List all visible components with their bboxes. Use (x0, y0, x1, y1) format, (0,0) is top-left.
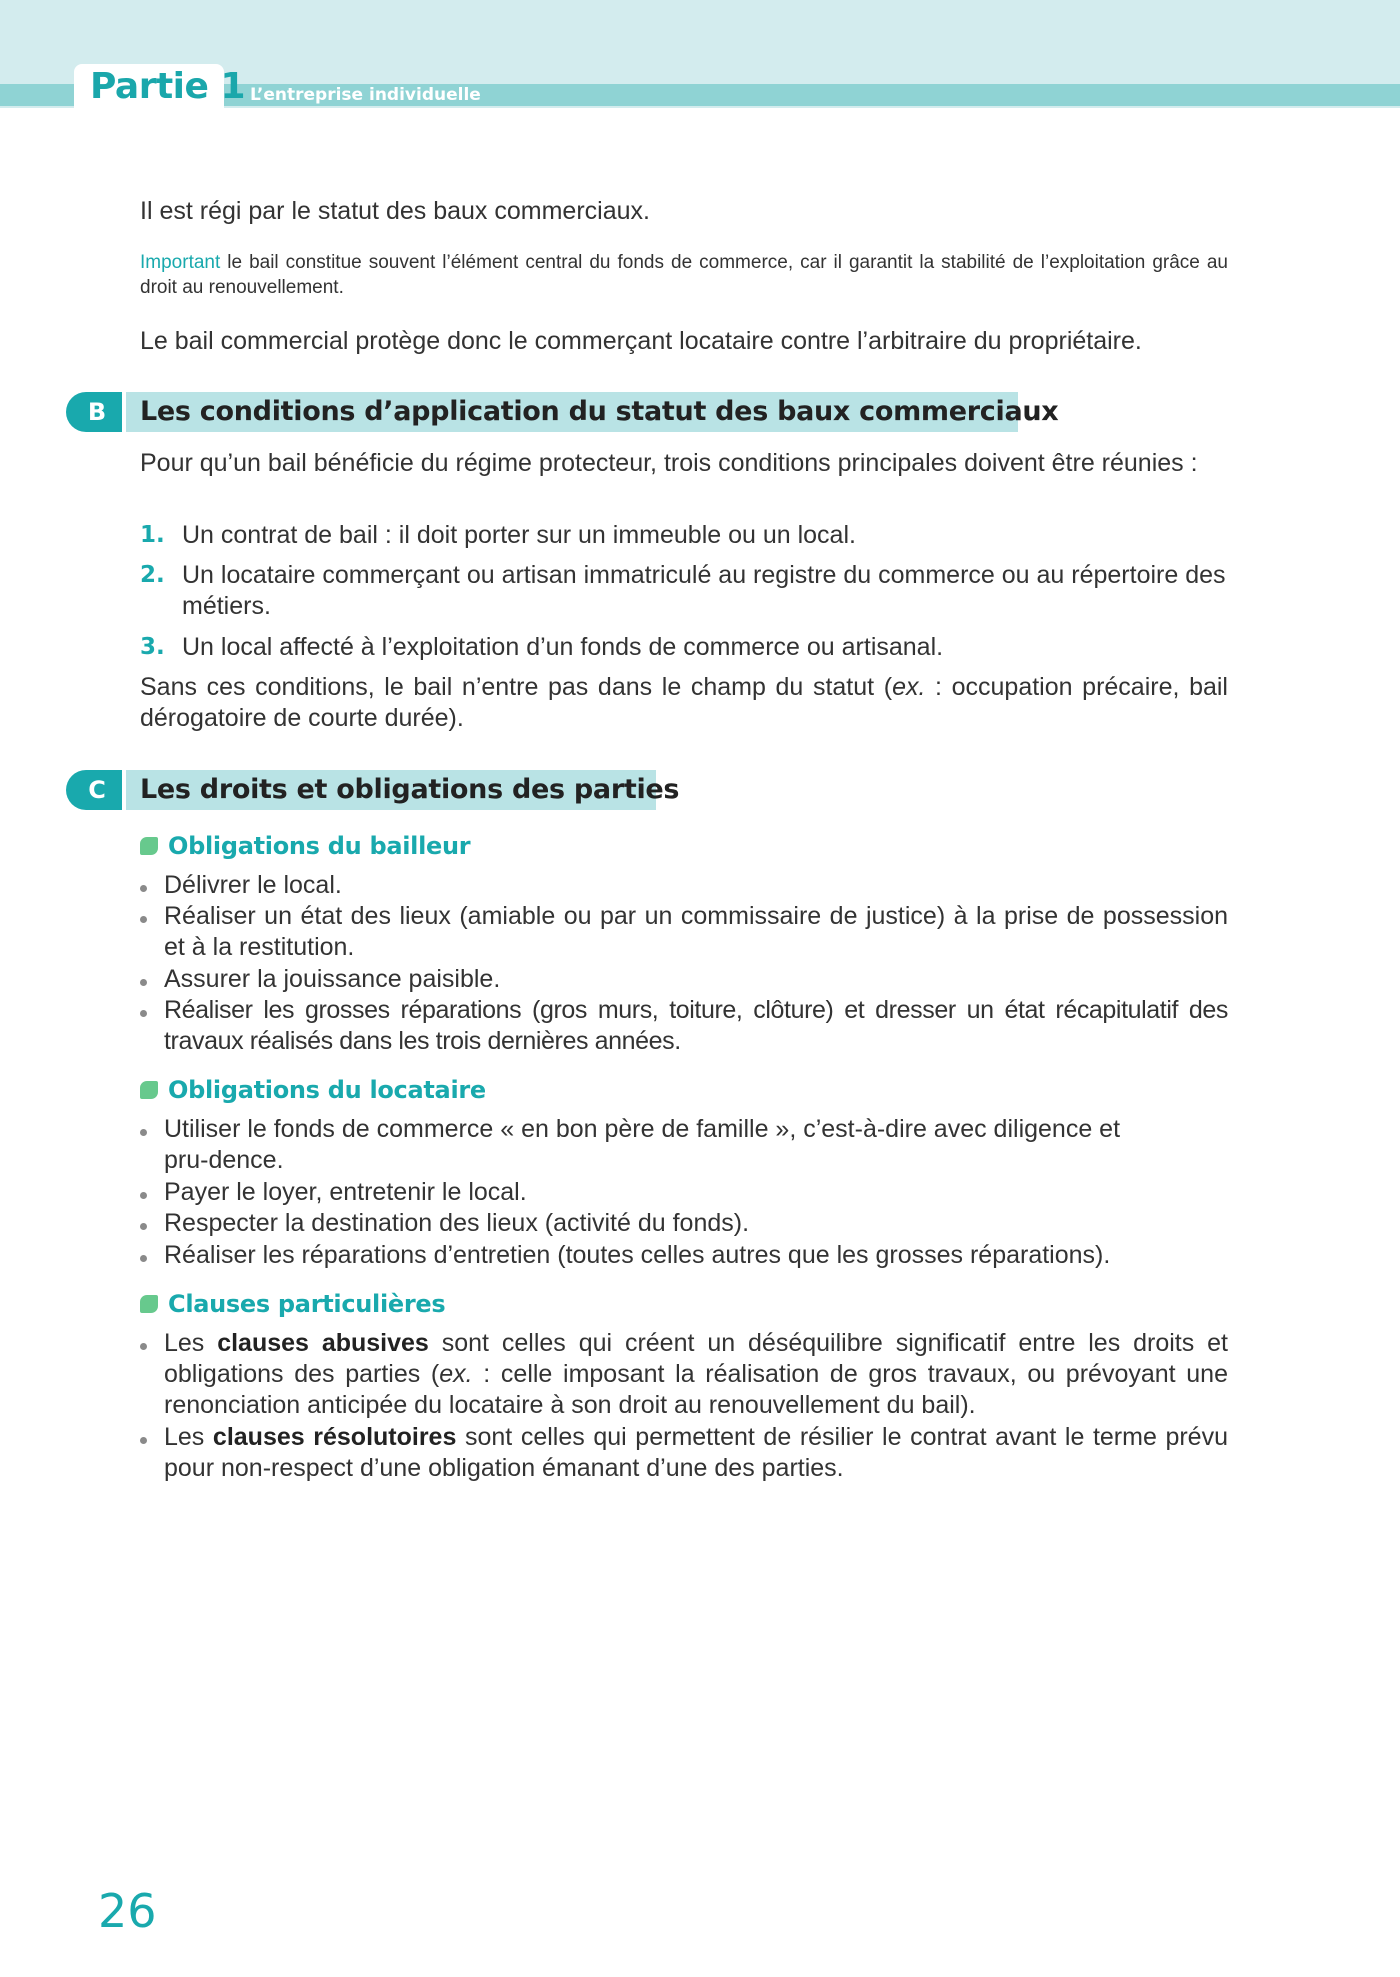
section-b-outro (140, 672, 1228, 734)
outro-example-abbr: ex. (892, 673, 926, 701)
heading-marker-icon (140, 837, 158, 855)
heading-marker-icon (140, 1081, 158, 1099)
bullet-icon (140, 979, 147, 986)
list-item (140, 964, 1228, 995)
section-c-title: Les droits et obligations des parties (140, 774, 680, 805)
important-text: le bail constitue souvent l’élément central du fonds de commerce, car il garantit la stabilité de l’exploitation grâce au droit au renouvellement. (140, 252, 1228, 298)
clause-text: Les (164, 1423, 213, 1451)
heading-marker-icon (140, 1295, 158, 1313)
clause-text: sont celles qui créent un déséquilibre significatif entre les droits et obligations des parties ( (164, 1329, 1228, 1388)
bullet-icon (140, 1010, 147, 1017)
condition-text: Un locataire commerçant ou artisan immatriculé au registre du commerce ou au répertoire des métiers. (182, 561, 1226, 620)
list-item-text (164, 1422, 1228, 1484)
bullet-icon (140, 916, 147, 923)
bullet-icon (140, 1192, 147, 1199)
condition-text: Un local affecté à l’exploitation d’un fonds de commerce ou artisanal. (182, 633, 944, 661)
section-b-title: Les conditions d’application du statut des baux commerciaux (140, 396, 1059, 427)
condition-number: 1. (140, 522, 165, 548)
bailleur-heading-text: Obligations du bailleur (168, 832, 471, 860)
condition-number: 2. (140, 562, 165, 588)
page-number: 26 (98, 1884, 157, 1938)
list-item (140, 1328, 1228, 1421)
section-b-intro: Pour qu’un bail bénéficie du régime protecteur, trois conditions principales doivent être réunies : (140, 449, 1198, 477)
outro-text: Sans ces conditions, le bail n’entre pas dans le champ du statut ( (140, 673, 893, 701)
condition-item (140, 560, 1228, 622)
list-item (140, 1208, 1228, 1239)
locataire-heading-text: Obligations du locataire (168, 1076, 486, 1104)
condition-item (140, 520, 1228, 551)
list-item-text: Réaliser les grosses réparations (gros murs, toiture, clôture) et dresser un état récapitulatif des travaux réalisés dans les trois dernières années. (164, 996, 1228, 1055)
clause-term: clauses résolutoires (212, 1423, 457, 1451)
bullet-icon (140, 1223, 147, 1230)
chapter-label: L’entreprise individuelle (250, 85, 481, 105)
clause-text: : celle imposant la réalisation de gros travaux, ou prévoyant une renonciation anticipée du locataire à son droit au renouvellement du bail). (164, 1360, 1228, 1419)
list-item (140, 901, 1228, 963)
bullet-icon (140, 1129, 147, 1136)
condition-text: Un contrat de bail : il doit porter sur un immeuble ou un local. (182, 521, 856, 549)
list-item-text: Respecter la destination des lieux (activité du fonds). (164, 1209, 750, 1237)
clause-text: sont celles qui permettent de résilier le contrat avant le terme prévu pour non-respect d’une obligation émanant d’une des parties. (164, 1423, 1228, 1482)
list-item-text: Délivrer le local. (164, 871, 342, 899)
list-item (140, 1422, 1228, 1484)
list-item (140, 1240, 1228, 1271)
list-item (140, 995, 1228, 1057)
part-label: Partie 1 (90, 66, 246, 107)
section-c-badge: C (66, 770, 122, 810)
important-note (140, 250, 1228, 300)
intro-paragraph-2: Le bail commercial protège donc le commerçant locataire contre l’arbitraire du propriétaire. (140, 327, 1142, 355)
clause-example-abbr: ex. (439, 1360, 473, 1388)
list-item-text: Utiliser le fonds de commerce « en bon père de famille », c’est-à-dire avec diligence et pru-dence. (164, 1115, 1121, 1174)
list-item-text: Payer le loyer, entretenir le local. (164, 1178, 527, 1206)
important-label: Important (140, 252, 221, 273)
section-b-badge: B (66, 392, 122, 432)
list-item (140, 870, 1228, 901)
list-item-text: Réaliser les réparations d’entretien (toutes celles autres que les grosses réparations). (164, 1241, 1111, 1269)
outro-text: : occupation précaire, bail dérogatoire de courte durée). (140, 673, 1228, 732)
bullet-icon (140, 1437, 147, 1444)
clause-term: clauses abusives (217, 1329, 429, 1357)
bullet-icon (140, 1255, 147, 1262)
list-item-text: Réaliser un état des lieux (amiable ou par un commissaire de justice) à la prise de possession et à la restitution. (164, 902, 1228, 961)
bullet-icon (140, 885, 147, 892)
list-item-text (164, 1328, 1228, 1421)
clauses-heading-text: Clauses particulières (168, 1290, 446, 1318)
list-item (140, 1177, 1228, 1208)
list-item-text: Assurer la jouissance paisible. (164, 965, 501, 993)
list-item (140, 1114, 1228, 1176)
condition-item (140, 632, 1228, 663)
intro-paragraph-1: Il est régi par le statut des baux commerciaux. (140, 197, 650, 225)
clause-text: Les (164, 1329, 218, 1357)
condition-number: 3. (140, 634, 165, 660)
bullet-icon (140, 1343, 147, 1350)
